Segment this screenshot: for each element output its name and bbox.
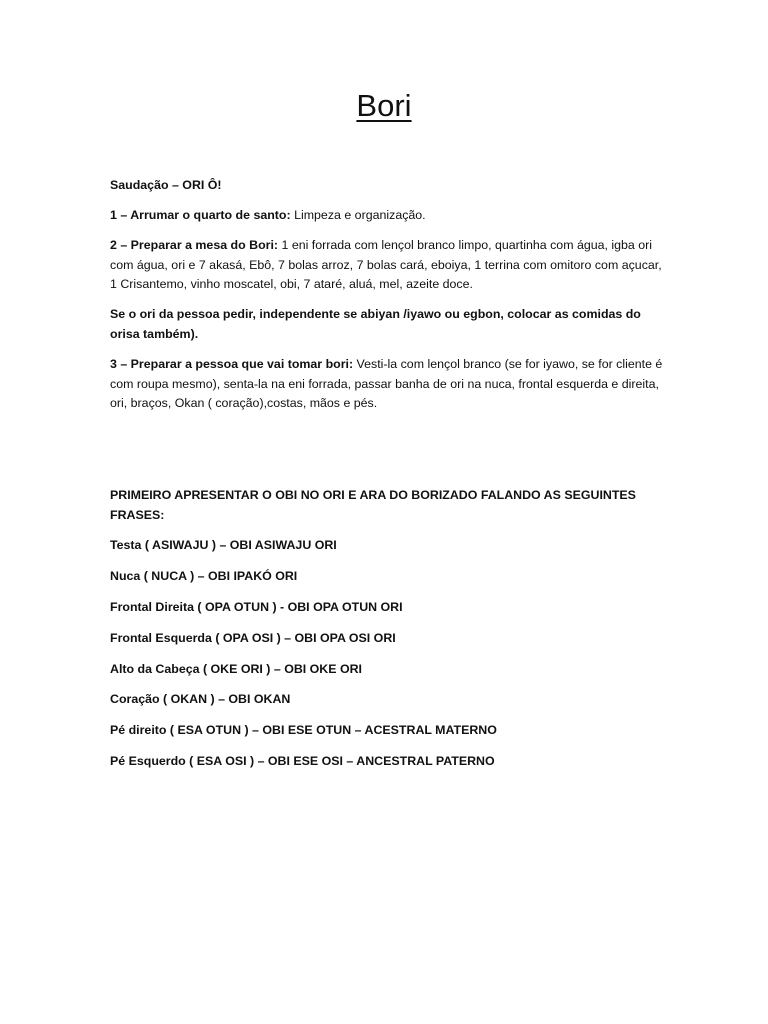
obi-heading: PRIMEIRO APRESENTAR O OBI NO ORI E ARA DO BORIZADO FALANDO AS SEGUINTES FRASES: <box>110 488 636 522</box>
step-2-lead: 2 – Preparar a mesa do Bori: <box>110 238 279 252</box>
phrase-frontal-esquerda: Frontal Esquerda ( OPA OSI ) – OBI OPA OSI ORI <box>110 631 396 645</box>
step-1-paragraph <box>110 206 670 226</box>
step-2-text: 1 eni forrada com lençol branco limpo, quartinha com água, igba ori com água, ori e 7 akasá, Ebô, 7 bolas arroz, 7 bolas cará, eboiya, 1 terrina com omitoro com açucar, 1 Crisantemo, vinho moscatel, obi, 7 ataré, aluá, mel, azeite doce. <box>110 238 662 291</box>
phrase-nuca: Nuca ( NUCA ) – OBI IPAKÓ ORI <box>110 569 298 583</box>
phrase-pe-esquerdo: Pé Esquerdo ( ESA OSI ) – OBI ESE OSI – ANCESTRAL PATERNO <box>110 754 495 768</box>
step-1-lead: 1 – Arrumar o quarto de santo: <box>110 208 291 222</box>
phrase-testa: Testa ( ASIWAJU ) – OBI ASIWAJU ORI <box>110 538 337 552</box>
phrase-alto-da-cabeca: Alto da Cabeça ( OKE ORI ) – OBI OKE ORI <box>110 662 362 676</box>
step-1-text: Limpeza e organização. <box>290 208 426 222</box>
phrase-pe-direito: Pé direito ( ESA OTUN ) – OBI ESE OTUN – ACESTRAL MATERNO <box>110 723 497 737</box>
step-3-text: Vesti-la com lençol branco (se for iyawo, se for cliente é com roupa mesmo), senta-la na eni forrada, passar banha de ori na nuca, frontal esquerda e direita, ori, braços, Okan ( coração),costas, mãos e pés. <box>110 357 663 410</box>
step-2-paragraph <box>110 236 670 295</box>
document-title: Bori <box>356 88 412 123</box>
step-3-paragraph <box>110 355 670 414</box>
phrase-frontal-direita: Frontal Direita ( OPA OTUN ) - OBI OPA OTUN ORI <box>110 600 403 614</box>
step-3-lead: 3 – Preparar a pessoa que vai tomar bori: <box>110 357 354 371</box>
orisa-note: Se o ori da pessoa pedir, independente se abiyan /iyawo ou egbon, colocar as comidas do orisa também). <box>110 307 641 341</box>
greeting-line: Saudação – ORI Ô! <box>110 178 222 192</box>
phrase-coracao: Coração ( OKAN ) – OBI OKAN <box>110 692 291 706</box>
